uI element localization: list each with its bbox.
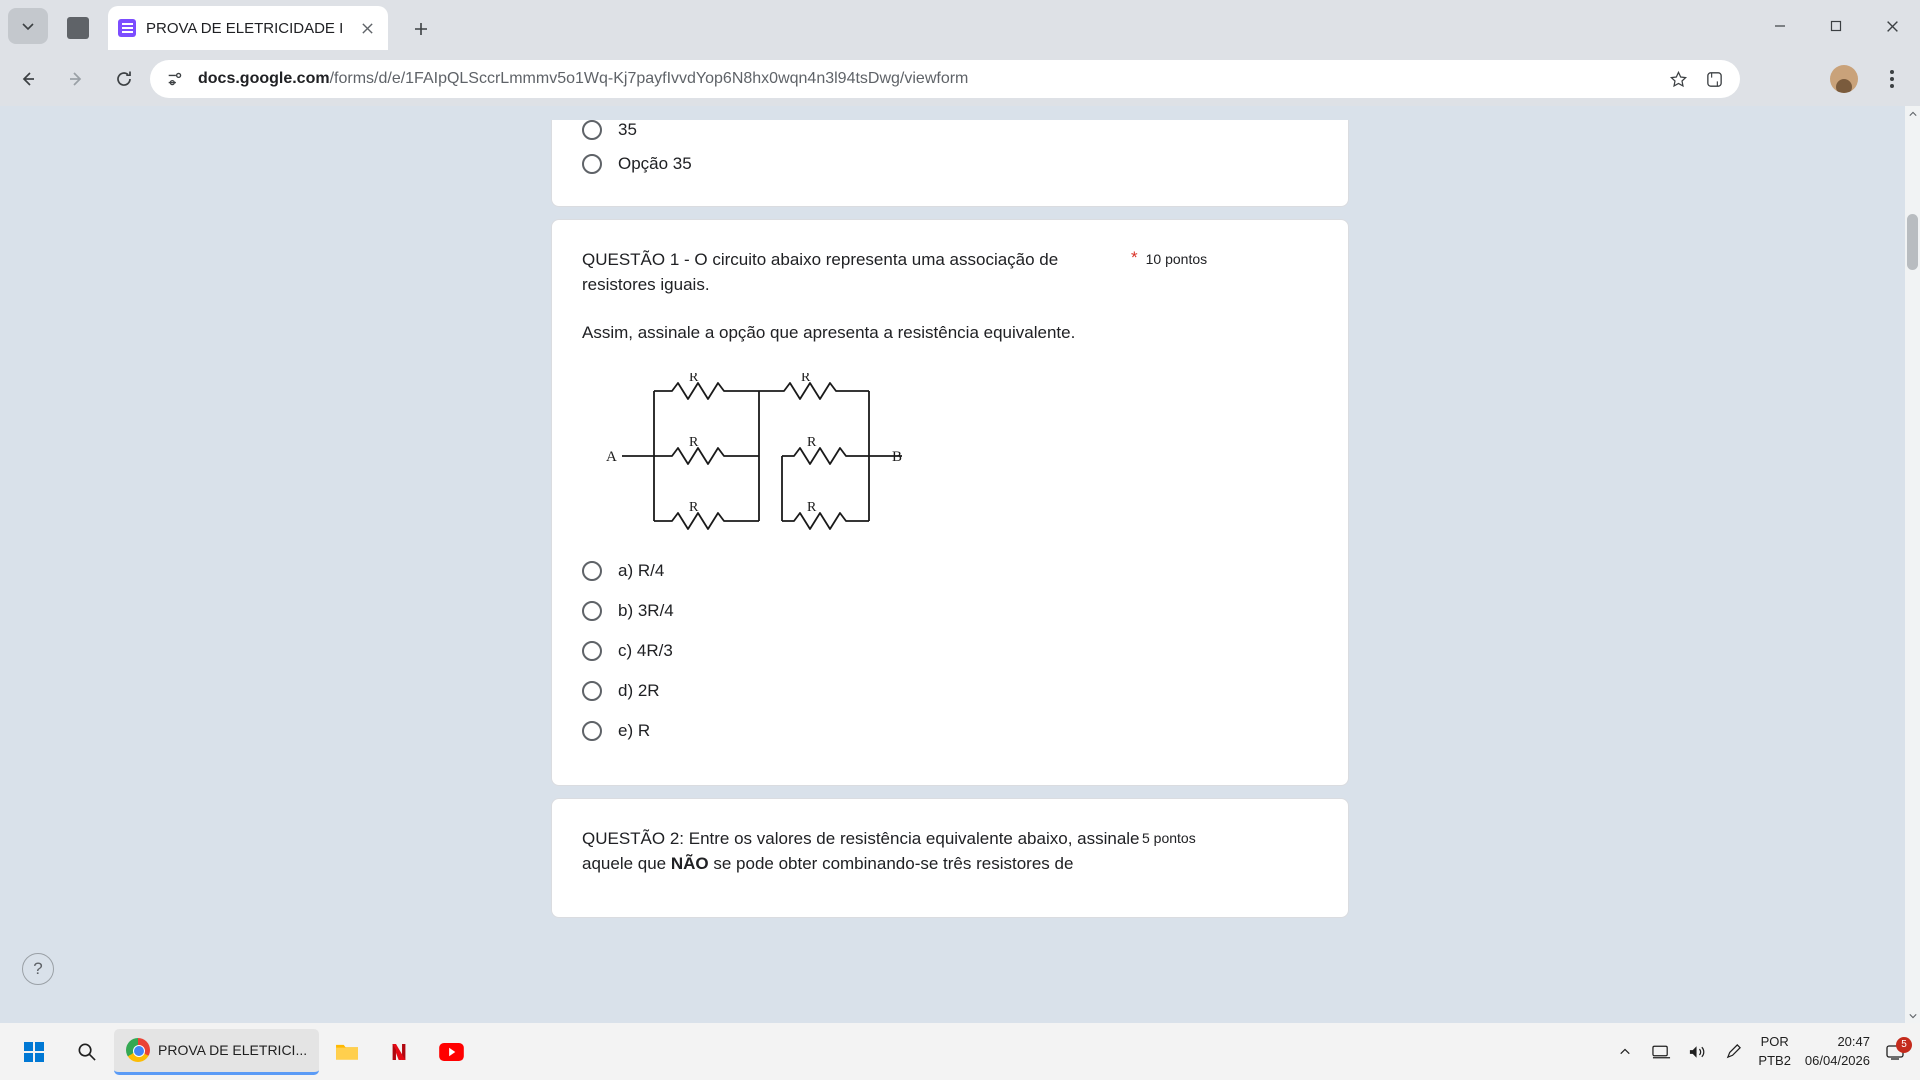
back-button[interactable] [8, 59, 48, 99]
minimize-button[interactable] [1752, 0, 1808, 52]
question-2-title-part1: QUESTÃO 2: Entre os valores de resistência equivalente abaixo, assinale aquele que [582, 829, 1140, 873]
volume-button[interactable] [1686, 1041, 1708, 1063]
keyboard-layout: PTB2 [1758, 1052, 1791, 1068]
chrome-icon [126, 1038, 150, 1062]
extensions-icon [1705, 70, 1724, 89]
radio-button[interactable] [582, 120, 602, 140]
pen-icon [1725, 1043, 1742, 1060]
question-card-1 [551, 219, 1349, 786]
option-label: c) 4R/3 [618, 641, 673, 661]
page-scrollbar[interactable] [1905, 106, 1920, 1023]
extensions-button[interactable] [1700, 65, 1728, 93]
question-2-title [582, 827, 1142, 876]
site-settings-icon[interactable] [162, 66, 188, 92]
avatar[interactable] [1830, 65, 1858, 93]
option-label: 35 [618, 120, 637, 139]
question-card-2 [551, 798, 1349, 917]
language-indicator[interactable] [1758, 1033, 1791, 1071]
minimize-icon [1774, 20, 1786, 32]
node-a-label: A [606, 449, 617, 466]
taskbar-item-netflix[interactable] [375, 1029, 423, 1075]
clock-date: 06/04/2026 [1804, 1052, 1870, 1068]
close-icon[interactable] [356, 17, 378, 39]
pinned-tab[interactable] [56, 6, 100, 50]
clock[interactable] [1805, 1033, 1870, 1071]
option-label: a) R/4 [618, 561, 665, 581]
question-1-subtitle: Assim, assinale a opção que apresenta a resistência equivalente. [582, 323, 1076, 343]
radio-button[interactable] [582, 641, 602, 661]
option-row-a[interactable] [582, 561, 1318, 581]
help-button[interactable]: ? [22, 953, 54, 985]
resistor-label: R [807, 435, 817, 451]
clock-time: 20:47 [1837, 1033, 1870, 1049]
notification-count: 5 [1896, 1037, 1912, 1053]
tab-prova-eletricidade[interactable] [108, 6, 388, 50]
page-viewport [0, 106, 1920, 1023]
star-icon [1669, 70, 1688, 89]
tab-strip [0, 0, 1920, 52]
option-row[interactable] [582, 120, 1318, 140]
volume-icon [1688, 1044, 1707, 1060]
window-controls [1752, 0, 1920, 52]
option-label: Opção 35 [618, 154, 692, 173]
netflix-icon [391, 1042, 407, 1062]
question-2-emphasis: NÃO [670, 853, 709, 873]
kebab-menu-icon[interactable] [1878, 65, 1906, 93]
resistor-label: R [689, 500, 699, 516]
windows-start-icon [23, 1041, 45, 1063]
plus-icon [413, 21, 429, 37]
form-icon [118, 19, 136, 37]
question-1-title: QUESTÃO 1 - O circuito abaixo representa uma associação de resistores iguais. [582, 250, 1059, 294]
url-domain: docs.google.com [198, 70, 330, 87]
radio-button[interactable] [582, 561, 602, 581]
resistor-label: R [807, 500, 817, 516]
resistor-label: R [689, 373, 699, 386]
url-path: /forms/d/e/1FAIpQLSccrLmmmv5o1Wq-Kj7payfIvvdYop6N8hx0wqn4n3l94tsDwg/viewform [329, 70, 969, 87]
start-button[interactable] [10, 1029, 58, 1075]
question-1-points: 10 pontos [1145, 251, 1208, 267]
bookmark-button[interactable] [1664, 65, 1692, 93]
tray-overflow-button[interactable] [1614, 1041, 1636, 1063]
question-card-previous [551, 120, 1349, 207]
pinned-site-icon [67, 17, 89, 39]
reload-button[interactable] [104, 59, 144, 99]
google-form-column [551, 106, 1349, 930]
taskbar-item-youtube[interactable] [427, 1029, 475, 1075]
chevron-down-icon [1909, 1012, 1917, 1020]
resistor-label: R [801, 373, 811, 386]
option-row-d[interactable] [582, 681, 1318, 701]
new-tab-button[interactable] [404, 12, 438, 46]
close-icon [1886, 20, 1899, 33]
taskbar-item-label: PROVA DE ELETRICI... [158, 1042, 308, 1058]
scroll-down-button[interactable] [1905, 1008, 1920, 1023]
taskbar-item-file-explorer[interactable] [323, 1029, 371, 1075]
close-window-button[interactable] [1864, 0, 1920, 52]
taskbar-item-chrome[interactable] [114, 1029, 319, 1075]
network-button[interactable] [1650, 1041, 1672, 1063]
network-icon [1652, 1044, 1671, 1060]
folder-icon [335, 1041, 360, 1062]
maximize-button[interactable] [1808, 0, 1864, 52]
option-row-c[interactable] [582, 641, 1318, 661]
radio-button[interactable] [582, 721, 602, 741]
chevron-up-icon [1619, 1046, 1631, 1058]
radio-button[interactable] [582, 681, 602, 701]
question-1-header [582, 248, 1318, 297]
radio-button[interactable] [582, 154, 602, 174]
windows-taskbar [0, 1023, 1920, 1080]
option-label: d) 2R [618, 681, 660, 701]
chevron-up-icon [1909, 110, 1917, 118]
chevron-down-icon [21, 19, 35, 33]
tab-title: PROVA DE ELETRICIDADE I [146, 19, 344, 37]
required-marker: * [1131, 248, 1138, 267]
notifications-button[interactable] [1884, 1041, 1906, 1063]
reload-icon [114, 69, 134, 89]
arrow-left-icon [18, 69, 38, 89]
arrow-right-icon [66, 69, 86, 89]
system-tray [1614, 1023, 1920, 1080]
pen-button[interactable] [1722, 1041, 1744, 1063]
scrollbar-thumb[interactable] [1907, 214, 1918, 270]
url-text [198, 70, 1664, 88]
forward-button[interactable] [56, 59, 96, 99]
youtube-icon [439, 1043, 464, 1061]
option-row-b[interactable] [582, 601, 1318, 621]
node-b-label: B [892, 449, 903, 466]
language-code: POR [1760, 1033, 1789, 1049]
resistor-label: R [689, 435, 699, 451]
scroll-up-button[interactable] [1905, 106, 1920, 121]
search-icon [76, 1041, 97, 1062]
question-2-header [582, 827, 1318, 876]
option-label: e) R [618, 721, 651, 741]
taskbar-apps [0, 1029, 475, 1075]
browser-chrome [0, 0, 1920, 106]
circuito-resistores [604, 373, 1318, 543]
option-row[interactable] [582, 154, 1318, 174]
radio-button[interactable] [582, 601, 602, 621]
question-2-title-part2: se pode obter combinando-se três resistores de [708, 853, 1074, 873]
address-bar[interactable] [150, 60, 1740, 98]
search-button[interactable] [62, 1029, 110, 1075]
option-row-e[interactable] [582, 721, 1318, 741]
option-label: b) 3R/4 [618, 601, 674, 621]
question-2-points: 5 pontos [1142, 830, 1196, 847]
tab-search-button[interactable] [8, 8, 48, 44]
browser-toolbar [0, 52, 1920, 106]
maximize-icon [1830, 20, 1842, 32]
